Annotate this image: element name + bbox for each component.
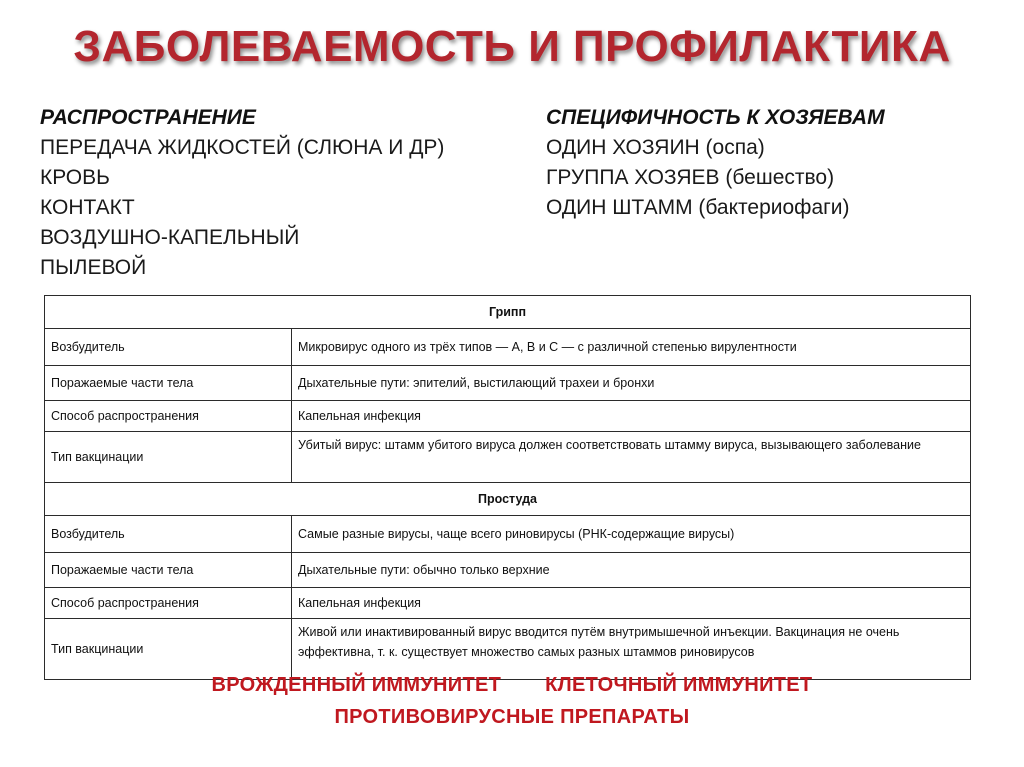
row-value: Микровирус одного из трёх типов — A, B и C — с различной степенью вирулентности bbox=[292, 329, 971, 366]
row-label: Тип вакцинации bbox=[45, 619, 292, 680]
host-specificity-item: ГРУППА ХОЗЯЕВ (бешество) bbox=[546, 166, 835, 189]
spread-heading: РАСПРОСТРАНЕНИЕ bbox=[40, 106, 256, 129]
host-specificity-item: ОДИН ХОЗЯИН (оспа) bbox=[546, 136, 765, 159]
disease-comparison-table bbox=[44, 295, 971, 680]
row-label: Способ распространения bbox=[45, 588, 292, 619]
row-label: Возбудитель bbox=[45, 516, 292, 553]
row-label: Поражаемые части тела bbox=[45, 553, 292, 588]
row-value: Капельная инфекция bbox=[292, 588, 971, 619]
row-label: Способ распространения bbox=[45, 401, 292, 432]
section-title-flu: Грипп bbox=[45, 296, 971, 329]
cellular-immunity-label: КЛЕТОЧНЫЙ ИММУНИТЕТ bbox=[545, 674, 813, 696]
spread-item: ПЫЛЕВОЙ bbox=[40, 256, 147, 279]
table-row bbox=[45, 588, 971, 619]
table-section-header bbox=[45, 483, 971, 516]
antiviral-drugs-label: ПРОТИВОВИРУСНЫЕ ПРЕПАРАТЫ bbox=[334, 706, 690, 728]
innate-immunity-label: ВРОЖДЕННЫЙ ИММУНИТЕТ bbox=[211, 674, 502, 696]
table-row bbox=[45, 366, 971, 401]
host-specificity-item: ОДИН ШТАММ (бактериофаги) bbox=[546, 196, 850, 219]
immunity-line bbox=[0, 674, 1024, 697]
spread-item: ПЕРЕДАЧА ЖИДКОСТЕЙ (СЛЮНА И ДР) bbox=[40, 136, 445, 159]
row-value: Живой или инактивированный вирус вводится путём внутримышечной инъекции. Вакцинация не очень эффективна, т. к. существует множество самых разных штаммов риновирусов bbox=[292, 619, 971, 680]
host-specificity-column bbox=[546, 103, 885, 223]
table-row bbox=[45, 553, 971, 588]
row-value: Капельная инфекция bbox=[292, 401, 971, 432]
row-label: Тип вакцинации bbox=[45, 432, 292, 483]
spread-column bbox=[40, 103, 444, 283]
page-title: ЗАБОЛЕВАЕМОСТЬ И ПРОФИЛАКТИКА bbox=[73, 22, 951, 71]
row-value: Дыхательные пути: эпителий, выстилающий трахеи и бронхи bbox=[292, 366, 971, 401]
row-label: Возбудитель bbox=[45, 329, 292, 366]
spread-item: ВОЗДУШНО-КАПЕЛЬНЫЙ bbox=[40, 226, 300, 249]
host-specificity-heading: СПЕЦИФИЧНОСТЬ К ХОЗЯЕВАМ bbox=[546, 106, 885, 129]
table-row bbox=[45, 619, 971, 680]
spread-item: КОНТАКТ bbox=[40, 196, 135, 219]
table-row bbox=[45, 401, 971, 432]
table-section-header bbox=[45, 296, 971, 329]
section-title-cold: Простуда bbox=[45, 483, 971, 516]
row-value: Убитый вирус: штамм убитого вируса должен соответствовать штамму вируса, вызывающего заболевание bbox=[292, 432, 971, 483]
row-value: Дыхательные пути: обычно только верхние bbox=[292, 553, 971, 588]
table-row bbox=[45, 516, 971, 553]
row-label: Поражаемые части тела bbox=[45, 366, 292, 401]
table-row bbox=[45, 329, 971, 366]
spread-item: КРОВЬ bbox=[40, 166, 110, 189]
row-value: Самые разные вирусы, чаще всего риновирусы (РНК-содержащие вирусы) bbox=[292, 516, 971, 553]
table-row bbox=[45, 432, 971, 483]
